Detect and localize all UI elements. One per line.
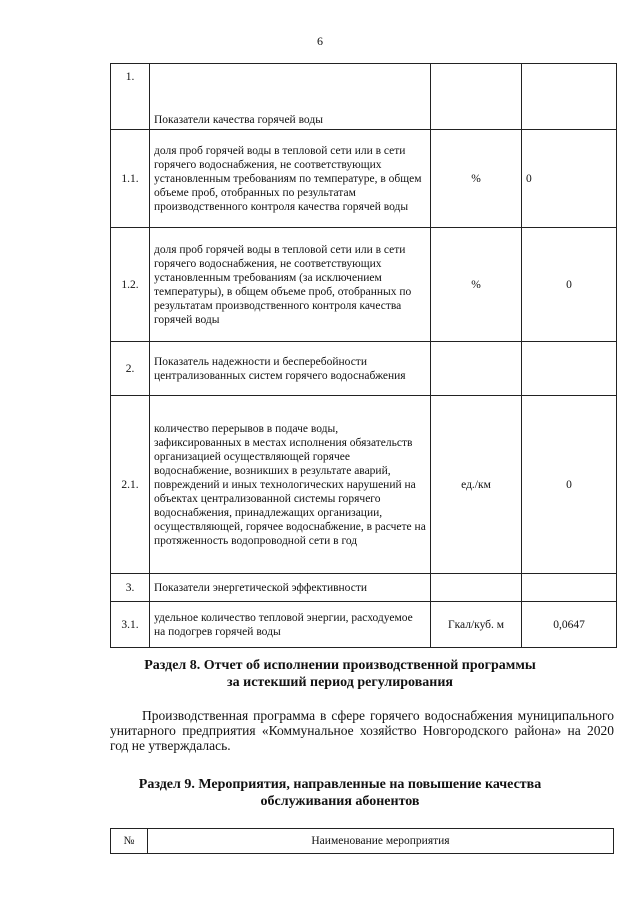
row-unit xyxy=(431,342,522,396)
table-row xyxy=(111,396,617,574)
table-row xyxy=(111,574,617,602)
section-9-title xyxy=(60,776,620,810)
row-unit: ед./км xyxy=(431,396,522,574)
table-row xyxy=(111,602,617,648)
row-number: 1. xyxy=(111,64,150,130)
row-number: 2.1. xyxy=(111,396,150,574)
table-row xyxy=(111,342,617,396)
table-header-row xyxy=(111,829,614,854)
row-value: 0 xyxy=(522,130,617,228)
table-row xyxy=(111,130,617,228)
row-name: количество перерывов в подаче воды, зафиксированных в местах исполнения обязательств организацией осуществляющей горячее водоснабжение, возникших в результате аварий, повреждений и иных технологических нарушений на объектах централизованной системы горячего водоснабжения, принадлежащих организации, осуществляющей, горячее водоснабжение, в расчете на протяженность водопроводной сети в год xyxy=(150,396,431,574)
row-value: 0 xyxy=(522,228,617,342)
row-unit: % xyxy=(431,228,522,342)
row-name: Показатель надежности и бесперебойности централизованных систем горячего водоснабжения xyxy=(150,342,431,396)
section-8-title-line-1: Раздел 8. Отчет об исполнении производственной программы xyxy=(144,658,536,673)
column-header-name: Наименование мероприятия xyxy=(148,829,614,854)
section-9-title-line-2: обслуживания абонентов xyxy=(260,794,420,809)
row-unit xyxy=(431,64,522,130)
row-unit: Гкал/куб. м xyxy=(431,602,522,648)
table-row xyxy=(111,228,617,342)
row-value: 0,0647 xyxy=(522,602,617,648)
row-value xyxy=(522,574,617,602)
page-number: 6 xyxy=(317,34,323,48)
row-value xyxy=(522,342,617,396)
row-value: 0 xyxy=(522,396,617,574)
row-name: удельное количество тепловой энергии, расходуемое на подогрев горячей воды xyxy=(150,602,431,648)
row-number: 1.2. xyxy=(111,228,150,342)
table-row xyxy=(111,64,617,130)
row-value xyxy=(522,64,617,130)
indicators-table xyxy=(110,63,617,648)
section-9-title-line-1: Раздел 9. Мероприятия, направленные на повышение качества xyxy=(138,777,542,792)
row-number: 3.1. xyxy=(111,602,150,648)
column-header-number: № xyxy=(111,829,148,854)
section-8-text: Производственная программа в сфере горячего водоснабжения муниципального унитарного предприятия «Коммунальное хозяйство Новгородского района» на 2020 год не утверждалась. xyxy=(110,708,614,753)
row-name: Показатели энергетической эффективности xyxy=(150,574,431,602)
row-unit xyxy=(431,574,522,602)
row-number: 3. xyxy=(111,574,150,602)
events-table xyxy=(110,828,614,854)
row-number: 2. xyxy=(111,342,150,396)
row-number: 1.1. xyxy=(111,130,150,228)
row-unit: % xyxy=(431,130,522,228)
row-name: доля проб горячей воды в тепловой сети или в сети горячего водоснабжения, не соответствующих установленным требованиям по температуре, в общем объеме проб, отобранных по результатам производственного контроля качества горячей воды xyxy=(150,130,431,228)
section-8-title-line-2: за истекший период регулирования xyxy=(227,675,453,690)
section-8-title xyxy=(60,657,620,691)
row-name: Показатели качества горячей воды xyxy=(150,64,431,130)
row-name: доля проб горячей воды в тепловой сети или в сети горячего водоснабжения, не соответствующих установленным требованиям (за исключением температуры), в общем объеме проб, отобранных по результатам производственного контроля качества горячей воды xyxy=(150,228,431,342)
